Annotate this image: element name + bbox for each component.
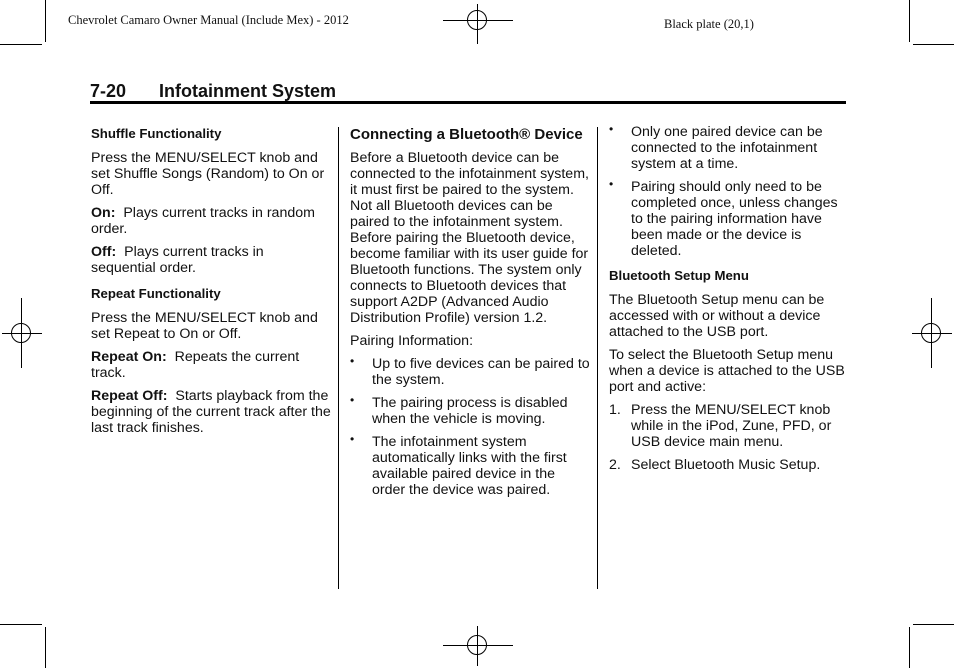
bullet-icon: • <box>609 177 614 191</box>
bluetooth-intro: Before a Bluetooth device can be connected to the infotainment system, it must first be paired to the system. Not all Bluetooth devices can be paired to the infotainment system. Before pairing the Bluetooth device, become familiar with its user guide for Bluetooth functions. The system only connects to Bluetooth devices that support A2DP (Advanced Audio Distribution Profile) version 1.2. <box>350 150 589 326</box>
repeat-off-text: Starts playback from the beginning of the current track after the last track finishes. <box>91 388 331 436</box>
step-item <box>609 402 849 450</box>
pairing-label: Pairing Information: <box>350 333 474 349</box>
bullet-icon: • <box>350 354 355 368</box>
column-3 <box>609 124 849 480</box>
repeat-text: Press the MENU/SELECT knob and set Repeat to On or Off. <box>91 310 318 342</box>
repeat-on-label: Repeat On: <box>91 349 167 365</box>
plate-label: Black plate (20,1) <box>664 17 754 31</box>
pairing-bullets <box>350 356 590 498</box>
select-text: To select the Bluetooth Setup menu when a device is attached to the USB port and active: <box>609 347 845 395</box>
manual-title: Chevrolet Camaro Owner Manual (Include Mex) - 2012 <box>68 13 349 27</box>
crop-mark <box>45 0 46 42</box>
list-item <box>350 356 590 388</box>
step-text: Press the MENU/SELECT knob while in the iPod, Zune, PFD, or USB device main menu. <box>631 402 832 450</box>
shuffle-heading: Shuffle Functionality <box>91 126 222 141</box>
section-number: 7-20 <box>90 81 127 101</box>
repeat-off-label: Repeat Off: <box>91 388 168 404</box>
column-divider <box>597 127 598 589</box>
on-text: Plays current tracks in random order. <box>91 205 315 237</box>
setup-steps <box>609 402 849 473</box>
list-item-text: Up to five devices can be paired to the system. <box>372 356 590 388</box>
repeat-on-definition <box>91 349 331 381</box>
pairing-bullets-continued <box>609 124 849 259</box>
list-item-text: The pairing process is disabled when the vehicle is moving. <box>372 395 568 427</box>
list-item <box>609 124 849 172</box>
crop-mark <box>913 44 954 45</box>
crop-mark <box>913 624 954 625</box>
setup-heading: Bluetooth Setup Menu <box>609 268 749 283</box>
bullet-icon: • <box>350 432 355 446</box>
section-title: Infotainment System <box>159 81 337 101</box>
registration-mark <box>11 323 31 343</box>
off-label: Off: <box>91 244 117 260</box>
list-item <box>350 434 590 498</box>
bullet-icon: • <box>350 393 355 407</box>
step-number: 2. <box>609 457 621 473</box>
step-item <box>609 457 849 473</box>
repeat-off-definition <box>91 388 331 436</box>
shuffle-text: Press the MENU/SELECT knob and set Shuffle Songs (Random) to On or Off. <box>91 150 325 198</box>
crop-mark <box>0 624 42 625</box>
list-item-text: The infotainment system automatically links with the first available paired device in the order the device was paired. <box>372 434 567 498</box>
crop-mark <box>909 627 910 668</box>
registration-mark <box>467 635 487 655</box>
list-item-text: Only one paired device can be connected to the infotainment system at a time. <box>631 124 823 172</box>
list-item <box>350 395 590 427</box>
column-2 <box>350 126 590 505</box>
repeat-on-text: Repeats the current track. <box>91 349 300 381</box>
section-rule <box>90 101 846 104</box>
step-number: 1. <box>609 402 621 418</box>
off-text: Plays current tracks in sequential order. <box>91 244 264 276</box>
column-1 <box>91 126 331 443</box>
crop-mark <box>909 0 910 42</box>
setup-text: The Bluetooth Setup menu can be accessed with or without a device attached to the USB port. <box>609 292 825 340</box>
bullet-icon: • <box>609 122 614 136</box>
on-definition <box>91 205 331 237</box>
on-label: On: <box>91 205 116 221</box>
repeat-heading: Repeat Functionality <box>91 286 221 301</box>
list-item-text: Pairing should only need to be completed once, unless changes to the pairing information have been made or the device is deleted. <box>631 179 838 259</box>
registration-mark <box>467 10 487 30</box>
crop-mark <box>45 627 46 668</box>
step-text: Select Bluetooth Music Setup. <box>631 457 821 473</box>
registration-mark <box>921 323 941 343</box>
list-item <box>609 179 849 259</box>
bluetooth-heading: Connecting a Bluetooth® Device <box>350 126 583 143</box>
crop-mark <box>0 44 42 45</box>
column-divider <box>338 127 339 589</box>
off-definition <box>91 244 331 276</box>
